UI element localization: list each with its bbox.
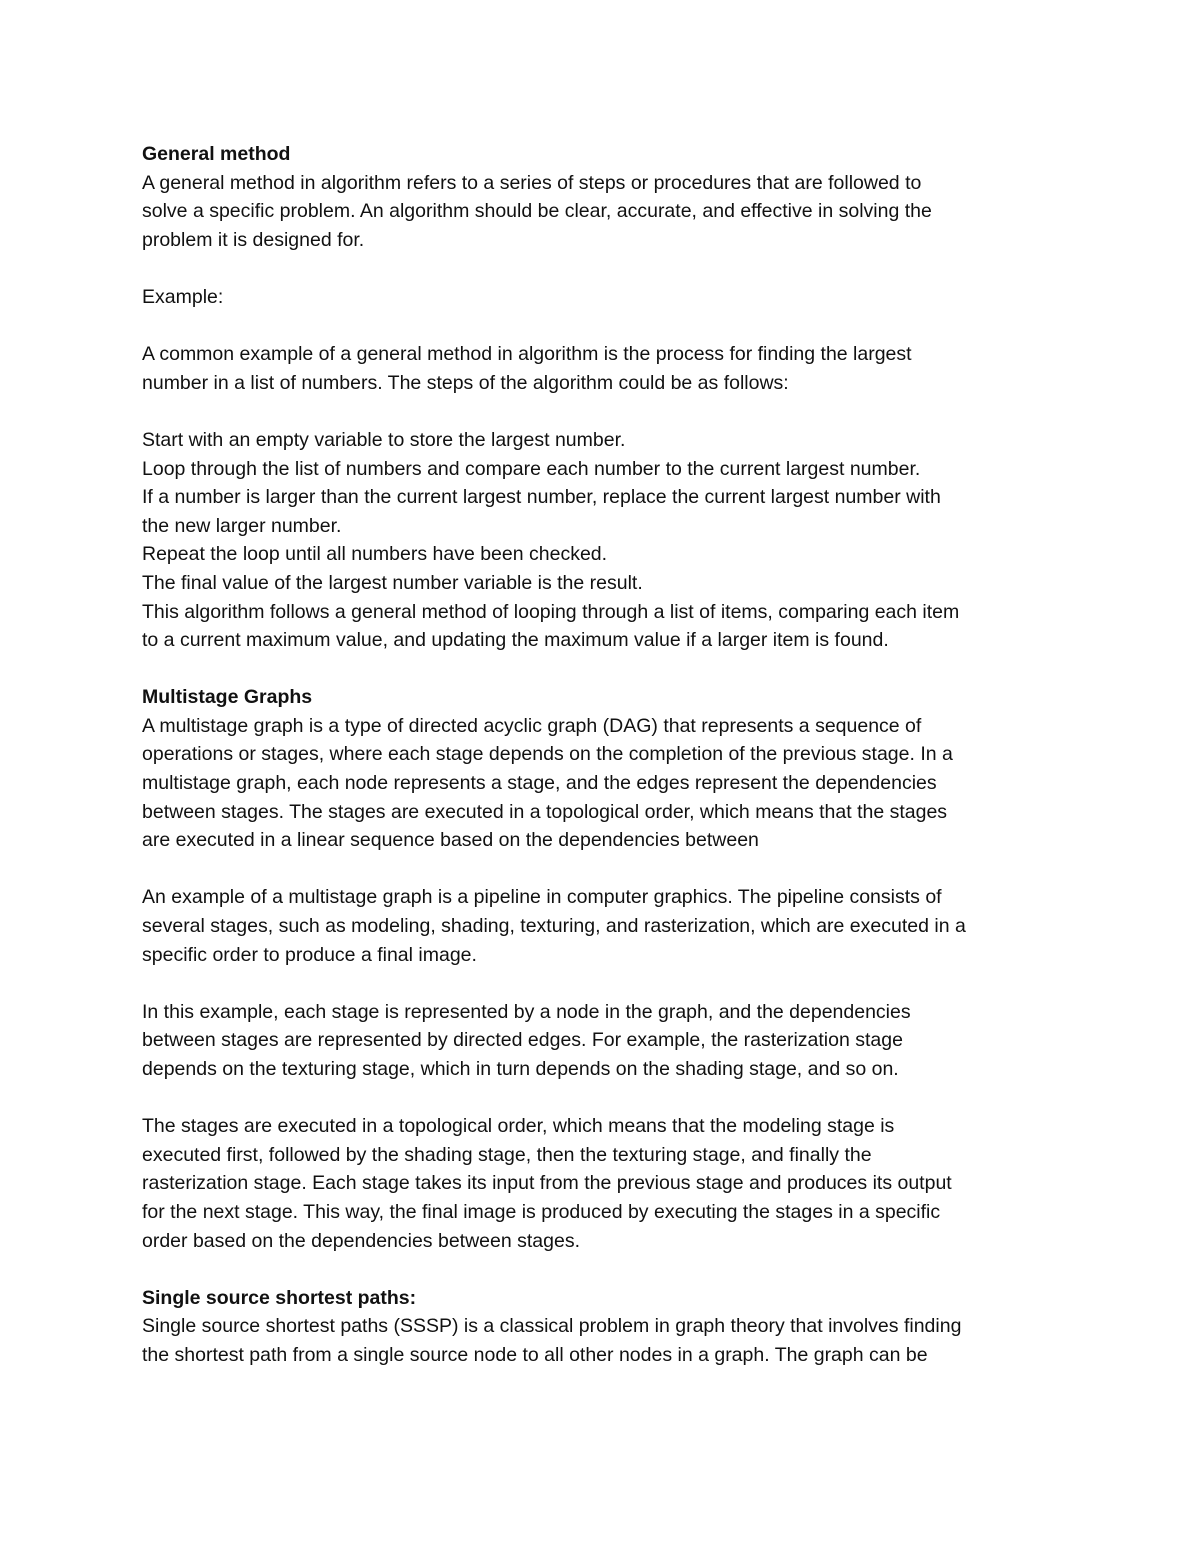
step-line: Start with an empty variable to store the largest number.	[142, 428, 626, 451]
step-line: the new larger number.	[142, 514, 342, 537]
section-heading-multistage-graphs: Multistage Graphs	[142, 686, 313, 709]
paragraph-line: The stages are executed in a topological order, which means that the modeling stage is	[142, 1115, 895, 1138]
paragraph-line: executed first, followed by the shading stage, then the texturing stage, and finally the	[142, 1143, 872, 1166]
paragraph-line: A multistage graph is a type of directed acyclic graph (DAG) that represents a sequence of	[142, 714, 922, 737]
paragraph-line: order based on the dependencies between stages.	[142, 1229, 580, 1252]
spacer	[142, 855, 1072, 884]
step-line: The final value of the largest number variable is the result.	[142, 571, 643, 594]
paragraph-line: specific order to produce a final image.	[142, 943, 477, 966]
paragraph-line: An example of a multistage graph is a pipeline in computer graphics. The pipeline consists of	[142, 886, 942, 909]
spacer	[142, 1255, 1072, 1284]
example-label: Example:	[142, 285, 224, 308]
document-page	[142, 140, 1072, 1370]
paragraph-line: several stages, such as modeling, shading, texturing, and rasterization, which are executed in a	[142, 915, 966, 938]
paragraph-line: between stages are represented by directed edges. For example, the rasterization stage	[142, 1029, 903, 1052]
spacer	[142, 312, 1072, 341]
paragraph-line: problem it is designed for.	[142, 228, 365, 251]
paragraph-line: number in a list of numbers. The steps of the algorithm could be as follows:	[142, 371, 789, 394]
spacer	[142, 655, 1072, 684]
paragraph-line: Single source shortest paths (SSSP) is a classical problem in graph theory that involves finding	[142, 1315, 962, 1338]
paragraph-line: A general method in algorithm refers to a series of steps or procedures that are followed to	[142, 171, 922, 194]
step-line: This algorithm follows a general method of looping through a list of items, comparing each item	[142, 600, 960, 623]
paragraph-line: In this example, each stage is represented by a node in the graph, and the dependencies	[142, 1000, 911, 1023]
paragraph-line: are executed in a linear sequence based on the dependencies between	[142, 829, 759, 852]
spacer	[142, 254, 1072, 283]
paragraph-line: depends on the texturing stage, which in turn depends on the shading stage, and so on.	[142, 1058, 899, 1080]
step-line: to a current maximum value, and updating the maximum value if a larger item is found.	[142, 629, 889, 652]
section-heading-sssp: Single source shortest paths:	[142, 1286, 417, 1309]
step-line: If a number is larger than the current largest number, replace the current largest number with	[142, 486, 941, 509]
paragraph-line: rasterization stage. Each stage takes its input from the previous stage and produces its output	[142, 1172, 952, 1195]
paragraph-line: the shortest path from a single source node to all other nodes in a graph. The graph can be	[142, 1343, 928, 1366]
step-line: Repeat the loop until all numbers have been checked.	[142, 543, 608, 566]
spacer	[142, 969, 1072, 998]
paragraph-line: operations or stages, where each stage depends on the completion of the previous stage. In a	[142, 743, 953, 766]
step-line: Loop through the list of numbers and compare each number to the current largest number.	[142, 457, 921, 480]
spacer	[142, 397, 1072, 426]
paragraph-line: multistage graph, each node represents a stage, and the edges represent the dependencies	[142, 772, 937, 795]
section-heading-general-method: General method	[142, 143, 291, 165]
paragraph-line: for the next stage. This way, the final image is produced by executing the stages in a specific	[142, 1200, 941, 1223]
paragraph-line: solve a specific problem. An algorithm should be clear, accurate, and effective in solving the	[142, 200, 932, 223]
paragraph-line: A common example of a general method in algorithm is the process for finding the largest	[142, 343, 912, 366]
paragraph-line: between stages. The stages are executed in a topological order, which means that the stages	[142, 800, 948, 823]
spacer	[142, 1084, 1072, 1113]
